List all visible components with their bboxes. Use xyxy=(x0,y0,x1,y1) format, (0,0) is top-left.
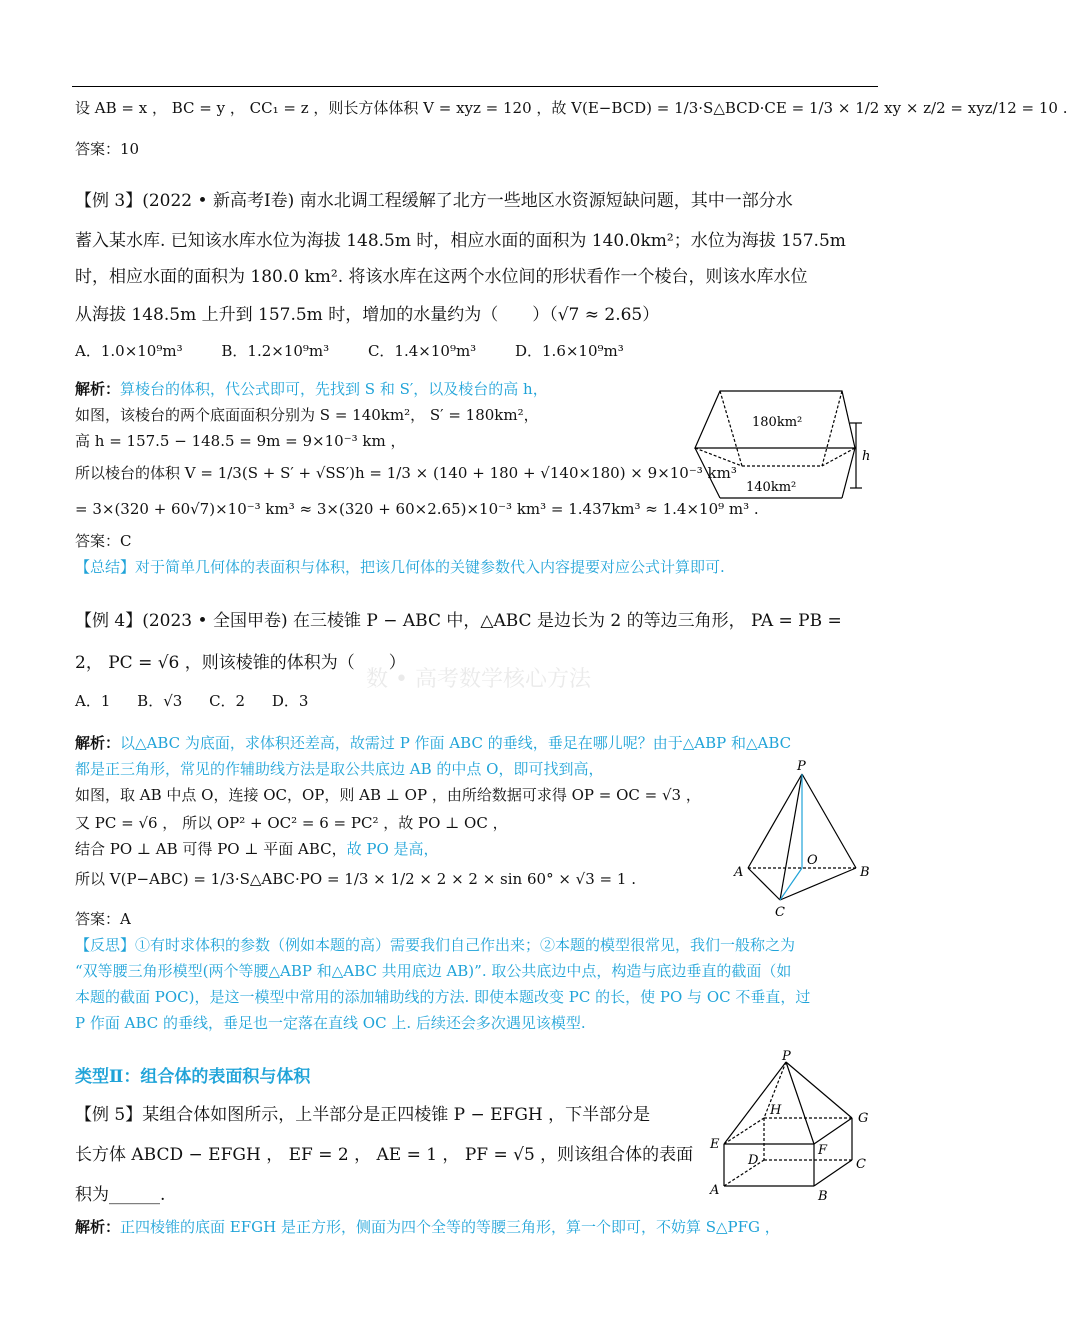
ex4-solution-hint1: 以△ABC 为底面，求体积还差高，故需过 P 作面 ABC 的垂线，垂足在哪儿呢？由于△ABP 和△ABC xyxy=(120,734,792,752)
ex4-answer: 答案：A xyxy=(75,910,131,928)
ex4-solution-line3: 如图，取 AB 中点 O，连接 OC，OP，则 AB ⊥ OP ，由所给数据可求得 OP = OC = √3 ， xyxy=(75,786,701,804)
frustum-height-label: h xyxy=(862,449,871,464)
ex4-solution-label: 解析： xyxy=(75,734,121,752)
watermark: 数 • 高考数学核心方法 xyxy=(366,667,591,692)
ex5-solution-label: 解析： xyxy=(75,1218,121,1236)
ex4-reflect-line1 xyxy=(75,934,795,955)
frustum-bottom-label: 140km² xyxy=(746,480,797,495)
ex4-option-c: C．2 xyxy=(209,692,246,710)
ex3-option-d: D．1.6×10⁹m³ xyxy=(514,342,624,360)
ex4-solution-line2: 都是正三角形，常见的作辅助线方法是取公共底边 AB 的中点 O，即可找到高， xyxy=(75,760,604,778)
ex4-line1: 【例 4】(2023 • 全国甲卷) 在三棱锥 P − ABC 中，△ABC 是边长为 2 的等边三角形， PA = PB = xyxy=(75,611,842,631)
ex5-line2: 长方体 ABCD − EFGH ， EF = 2 ， AE = 1 ， PF = √5 ，则该组合体的表面 xyxy=(75,1145,694,1165)
type2-heading: 类型Ⅱ：组合体的表面积与体积 xyxy=(75,1067,311,1087)
ex4-reflect-label: 【反思】 xyxy=(75,936,136,954)
solid-label-f: F xyxy=(818,1143,828,1158)
tetra-label-o: O xyxy=(807,853,818,868)
solid-label-p: P xyxy=(782,1049,791,1064)
tetrahedron-figure xyxy=(732,760,877,920)
ex3-summary xyxy=(75,556,725,577)
ex3-line2: 蓄入某水库. 已知该水库水位为海拔 148.5m 时，相应水面的面积为 140.0km²；水位为海拔 157.5m xyxy=(75,231,846,251)
ex4-option-a: A．1 xyxy=(75,692,111,710)
ex4-solution-line4: 又 PC = √6 ， 所以 OP² + OC² = 6 = PC² ，故 PO ⊥ OC ， xyxy=(75,814,508,832)
ex3-option-b: B．1.2×10⁹m³ xyxy=(221,342,330,360)
ex3-summary-label: 【总结】 xyxy=(75,558,136,576)
solid-label-a: A xyxy=(710,1183,720,1198)
ex3-solution-hint: 算棱台的体积，代公式即可，先找到 S 和 S′，以及棱台的高 h， xyxy=(120,380,548,398)
ex3-option-c: C．1.4×10⁹m³ xyxy=(367,342,477,360)
solid-label-e: E xyxy=(710,1137,720,1152)
prev-solution-line: 设 AB = x ， BC = y ， CC₁ = z ，则长方体体积 V = xyz = 120 ，故 V(E−BCD) = 1/3·S△BCD·CE = 1/3 × 1/2 xy × z/2 = xyz/12 = 10 . xyxy=(75,99,1067,117)
ex5-line3: 积为______. xyxy=(75,1185,166,1205)
ex4-reflect-line4: P 作面 ABC 的垂线，垂足也一定落在直线 OC 上. 后续还会多次遇见该模型. xyxy=(75,1014,586,1032)
tetra-label-b: B xyxy=(860,865,870,880)
solid-label-b: B xyxy=(818,1189,828,1204)
top-rule xyxy=(72,86,878,87)
ex4-solution-line6: 所以 V(P−ABC) = 1/3·S△ABC·PO = 1/3 × 1/2 × 2 × 2 × sin 60° × √3 = 1 . xyxy=(75,870,636,888)
ex4-reflect-line3: 本题的截面 POC)，是这一模型中常用的添加辅助线的方法. 即使本题改变 PC 的长，使 PO 与 OC 不垂直，过 xyxy=(75,988,811,1006)
tetra-label-a: A xyxy=(734,865,744,880)
ex3-answer: 答案：C xyxy=(75,532,132,550)
solid-label-g: G xyxy=(858,1111,869,1126)
ex5-line1: 【例 5】某组合体如图所示，上半部分是正四棱锥 P − EFGH ，下半部分是 xyxy=(75,1105,651,1125)
ex5-solution-line1 xyxy=(75,1216,780,1237)
ex4-option-b: B．√3 xyxy=(137,692,183,710)
ex3-solution-line4: 所以棱台的体积 V = 1/3(S + S′ + √SS′)h = 1/3 × (140 + 180 + √140×180) × 9×10⁻³ km³ xyxy=(75,464,737,482)
ex4-options xyxy=(75,690,342,711)
frustum-figure xyxy=(690,388,880,508)
solid-label-c: C xyxy=(856,1157,866,1172)
ex3-solution-line5: = 3×(320 + 60√7)×10⁻³ km³ ≈ 3×(320 + 60×2.65)×10⁻³ km³ = 1.437km³ ≈ 1.4×10⁹ m³ . xyxy=(75,500,759,518)
ex3-options xyxy=(75,340,658,361)
ex4-reflect-text1: ①有时求体积的参数（例如本题的高）需要我们自己作出来；②本题的模型很常见，我们一般称之为 xyxy=(135,936,796,954)
solid-label-d: D xyxy=(748,1153,759,1168)
ex3-solution-line3: 高 h = 157.5 − 148.5 = 9m = 9×10⁻³ km ， xyxy=(75,432,406,450)
ex3-solution-line1 xyxy=(75,378,548,399)
ex4-line2: 2， PC = √6 ，则该棱锥的体积为（ ） xyxy=(75,653,406,673)
ex3-solution-label: 解析： xyxy=(75,380,121,398)
ex3-line4: 从海拔 148.5m 上升到 157.5m 时，增加的水量约为（ ）（√7 ≈ 2.65） xyxy=(75,305,660,325)
ex3-line3: 时，相应水面的面积为 180.0 km². 将该水库在这两个水位间的形状看作一个棱台，则该水库水位 xyxy=(75,267,808,287)
ex4-solution-line5 xyxy=(75,838,439,859)
composite-solid-figure xyxy=(706,1048,876,1206)
solid-label-h: H xyxy=(770,1103,782,1118)
ex3-solution-line2: 如图，该棱台的两个底面面积分别为 S = 140km²， S′ = 180km²， xyxy=(75,406,539,424)
ex3-option-a: A．1.0×10⁹m³ xyxy=(75,342,183,360)
tetra-label-p: P xyxy=(797,759,806,774)
ex4-solution-line5b: 故 PO 是高， xyxy=(346,840,439,858)
prev-answer: 答案：10 xyxy=(75,140,140,158)
frustum-top-label: 180km² xyxy=(752,415,803,430)
ex3-line1: 【例 3】(2022 • 新高考Ⅰ卷) 南水北调工程缓解了北方一些地区水资源短缺问题，其中一部分水 xyxy=(75,191,793,211)
ex3-summary-text: 对于简单几何体的表面积与体积，把该几何体的关键参数代入内容提要对应公式计算即可. xyxy=(135,558,725,576)
tetra-label-c: C xyxy=(775,905,785,920)
ex4-reflect-line2: “双等腰三角形模型(两个等腰△ABP 和△ABC 共用底边 AB)”. 取公共底边中点，构造与底边垂直的截面（如 xyxy=(75,962,792,980)
ex4-solution-line1 xyxy=(75,732,791,753)
ex5-solution-hint: 正四棱锥的底面 EFGH 是正方形，侧面为四个全等的等腰三角形，算一个即可，不妨算 S△PFG ， xyxy=(120,1218,780,1236)
ex4-solution-line5a: 结合 PO ⊥ AB 可得 PO ⊥ 平面 ABC， xyxy=(75,840,347,858)
ex4-option-d: D．3 xyxy=(271,692,309,710)
